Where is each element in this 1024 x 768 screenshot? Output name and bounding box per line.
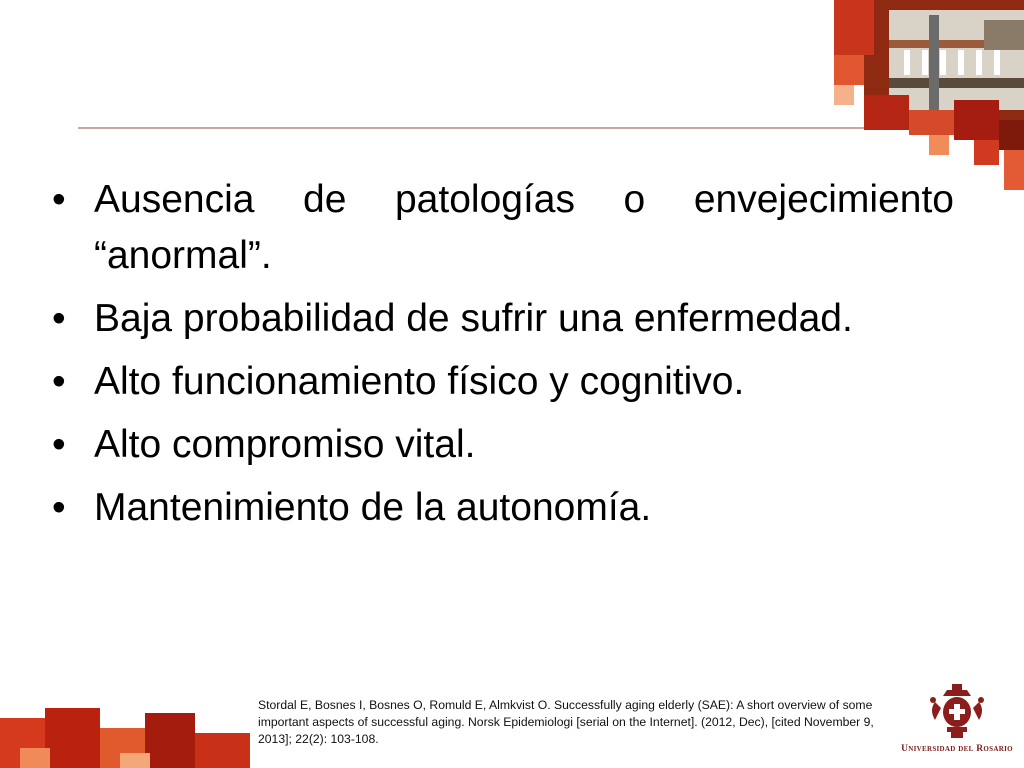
- list-item: [52, 291, 954, 347]
- bullet-text: Ausencia de patologías o envejecimiento “anormal”.: [94, 178, 954, 277]
- bullet-text: Mantenimiento de la autonomía.: [94, 486, 652, 529]
- bullet-marker: •: [52, 360, 66, 403]
- bullet-marker: •: [52, 486, 66, 529]
- bullet-marker: •: [52, 178, 66, 221]
- header-divider: [78, 127, 948, 129]
- list-item: [52, 172, 954, 284]
- building-photo-mosaic: [834, 0, 1024, 190]
- list-item: [52, 417, 954, 473]
- logo-text: Universidad del Rosario: [901, 744, 1013, 754]
- bullet-text: Alto compromiso vital.: [94, 423, 476, 466]
- list-item: [52, 480, 954, 536]
- list-item: [52, 354, 954, 410]
- bullet-text: Baja probabilidad de sufrir una enfermedad.: [94, 297, 853, 340]
- coat-of-arms-icon: [925, 682, 989, 740]
- bullet-marker: •: [52, 297, 66, 340]
- bullet-list: [52, 172, 954, 543]
- reference-citation: Stordal E, Bosnes I, Bosnes O, Romuld E, Almkvist O. Successfully aging elderly (SAE): A short overview of some important aspects of successful aging. Norsk Epidemiologi [serial on the Internet]. (2012, Dec), [cited November 9, 2013]; 22(2): 103-108.: [258, 698, 874, 746]
- university-logo: [895, 682, 1019, 762]
- bullet-marker: •: [52, 423, 66, 466]
- bullet-text: Alto funcionamiento físico y cognitivo.: [94, 360, 745, 403]
- decorative-blocks: [0, 708, 250, 768]
